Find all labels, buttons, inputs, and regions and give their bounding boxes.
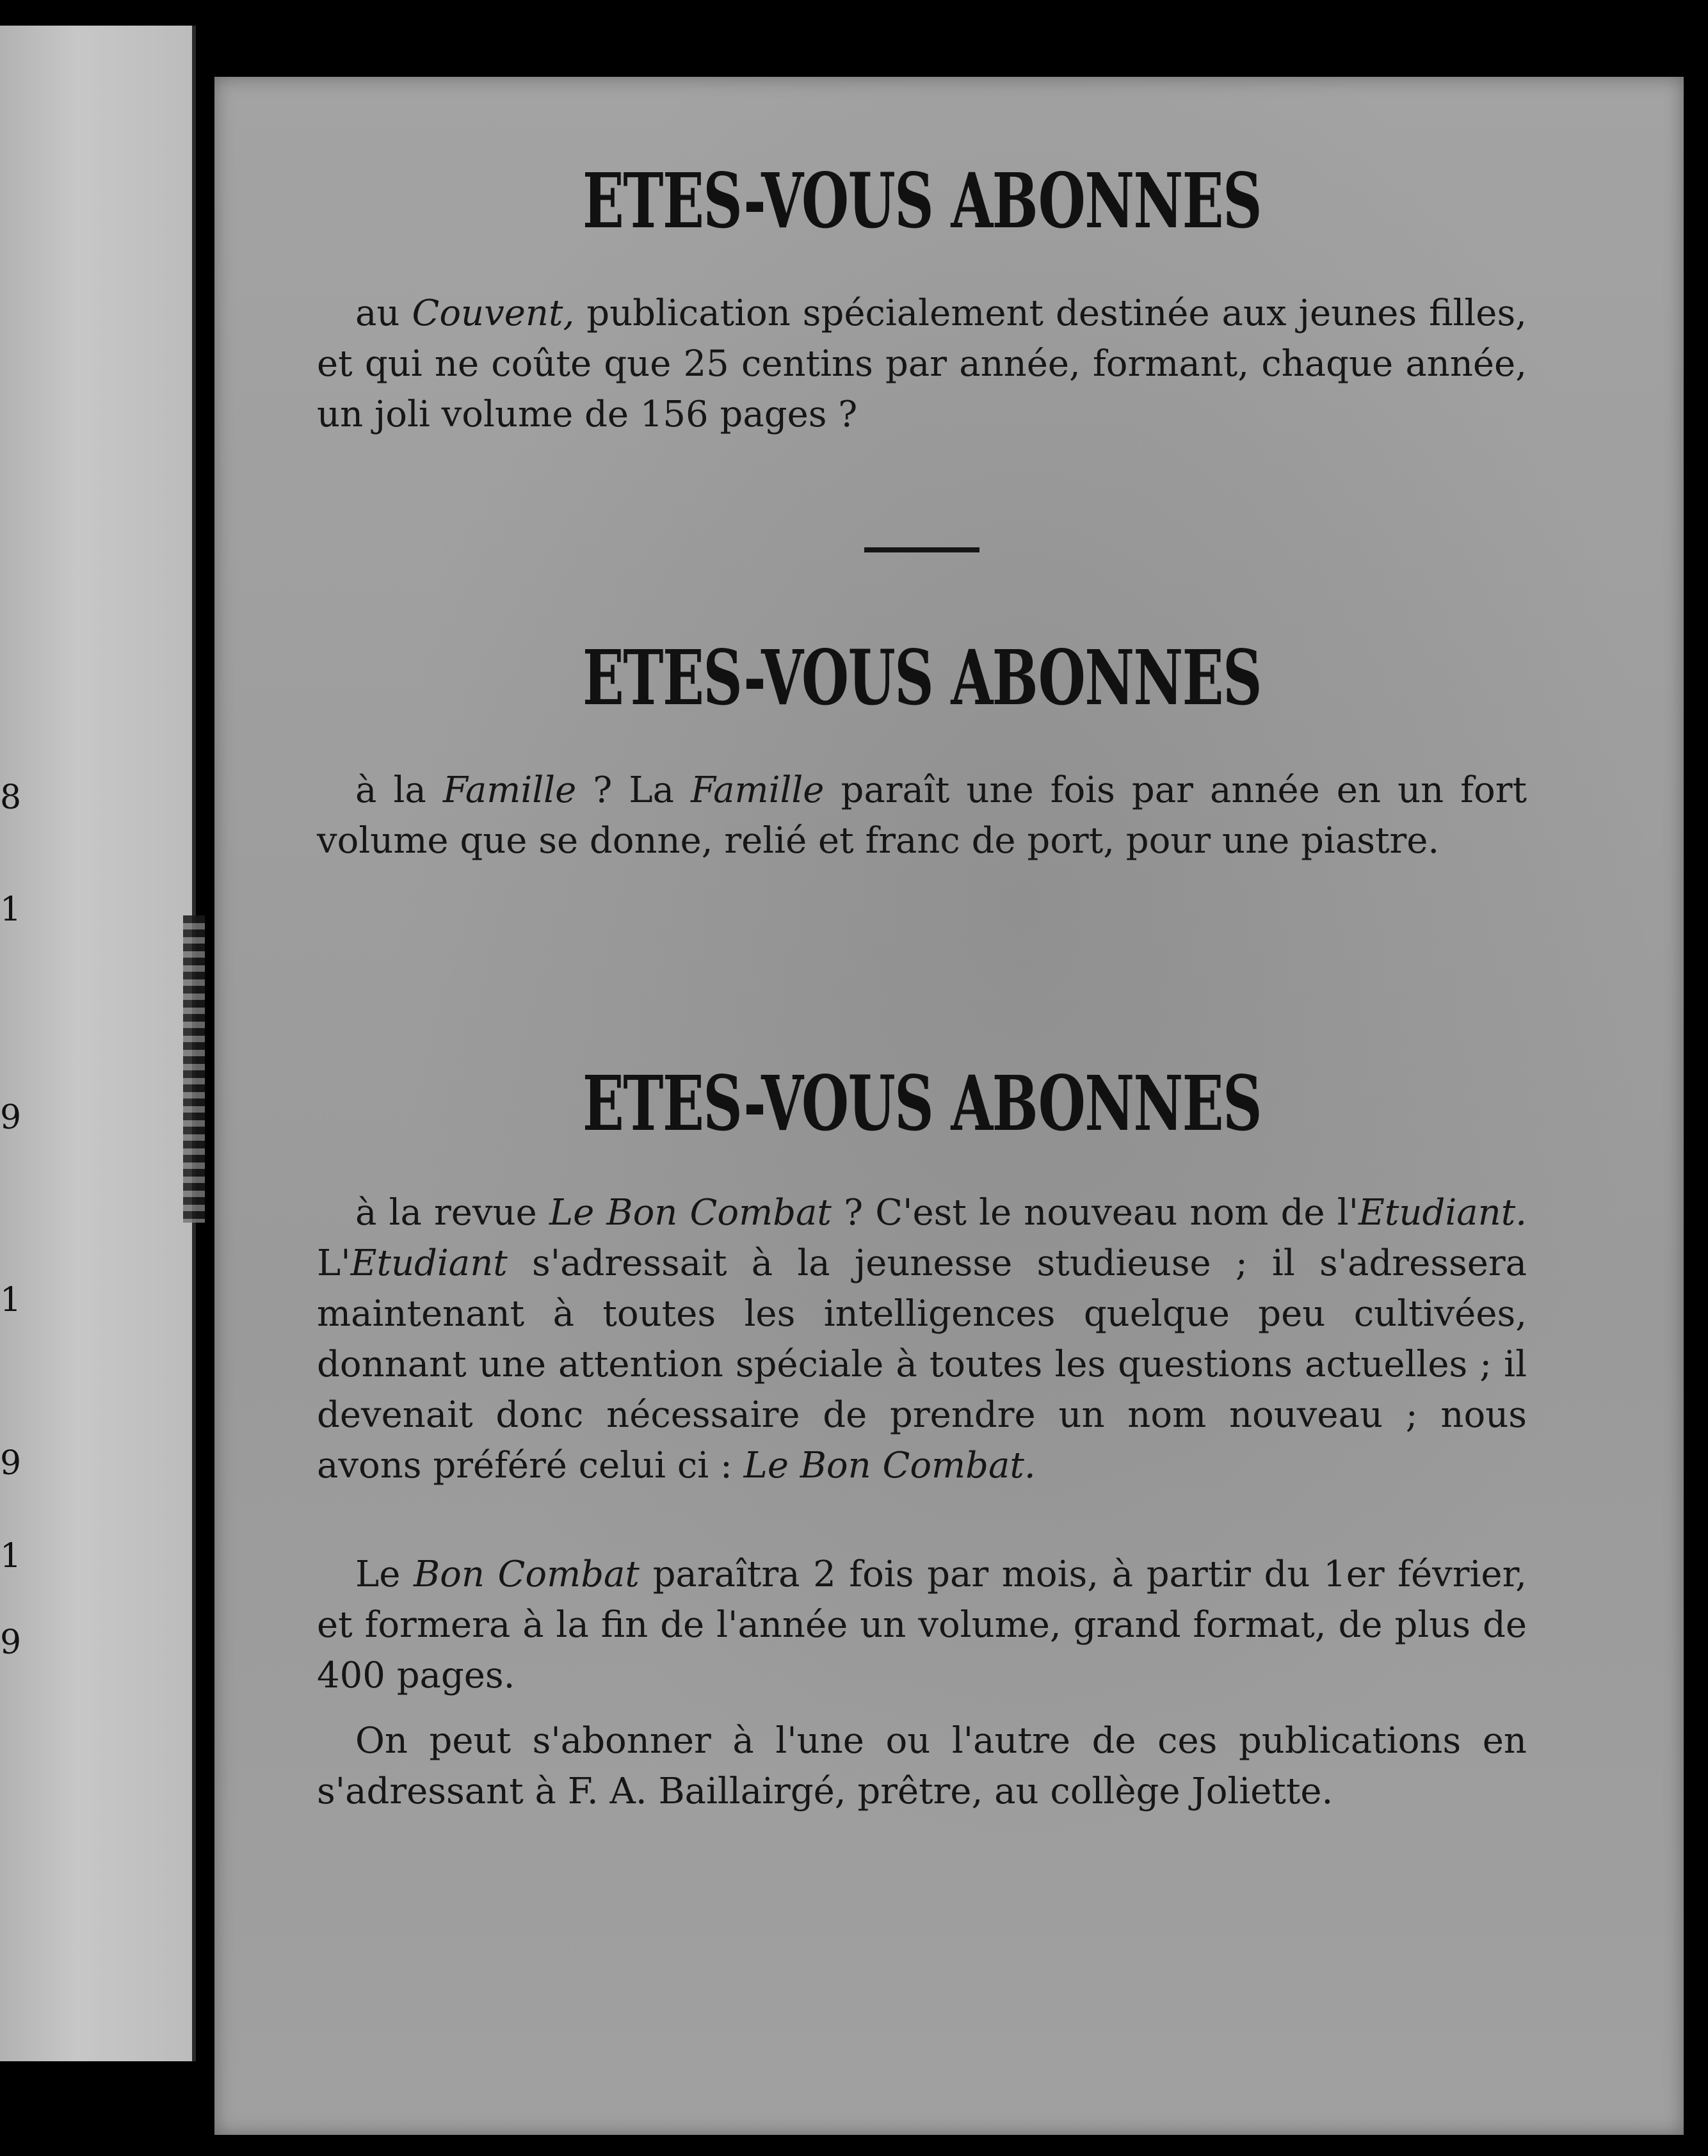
- paragraph-bon-combat-schedule: Le Bon Combat paraîtra 2 fois par mois, à partir du 1er février, et formera à la fin de l'année un volume, grand format, de plus de 400 pages.: [317, 1554, 1527, 1696]
- paragraph-famille: à la Famille ? La Famille paraît une fois par année en un fort volume que se donne, relié et franc de port, pour une piastre.: [317, 769, 1527, 862]
- paragraph-bon-combat: à la revue Le Bon Combat ? C'est le nouveau nom de l'Etudiant. L'Etudiant s'adressait à la jeunesse studieuse ; il s'adressera maintenant à toutes les intelligences quelque peu cultivées, donnant une attention spéciale à toutes les questions actuelles ; il devenait donc nécessaire de prendre un nom nouveau ; nous avons préféré celui ci : Le Bon Combat.: [317, 1192, 1527, 1486]
- edge-number: 1: [0, 1537, 22, 1575]
- edge-number: 8: [0, 778, 22, 817]
- edge-number: 1: [0, 1281, 22, 1319]
- section-divider: [864, 547, 979, 552]
- previous-page-edge: [0, 26, 196, 2061]
- section-heading-bon-combat: ETES-VOUS ABONNES: [582, 1059, 1261, 1148]
- edge-number: 1: [0, 890, 22, 929]
- binding-stitches: [183, 915, 205, 1223]
- section-heading-famille: ETES-VOUS ABONNES: [582, 633, 1261, 722]
- edge-number: 9: [0, 1098, 22, 1137]
- paragraph-couvent: au Couvent, publication spécialement destinée aux jeunes filles, et qui ne coûte que 25 centins par année, formant, chaque année, un joli volume de 156 pages ?: [317, 293, 1527, 435]
- document-page: [214, 77, 1684, 2135]
- edge-number: 9: [0, 1444, 22, 1483]
- section-heading-couvent: ETES-VOUS ABONNES: [582, 156, 1261, 245]
- edge-number: 9: [0, 1623, 22, 1662]
- paragraph-subscription-info: On peut s'abonner à l'une ou l'autre de ces publications en s'adressant à F. A. Baillairgé, prêtre, au collège Joliette.: [317, 1720, 1527, 1812]
